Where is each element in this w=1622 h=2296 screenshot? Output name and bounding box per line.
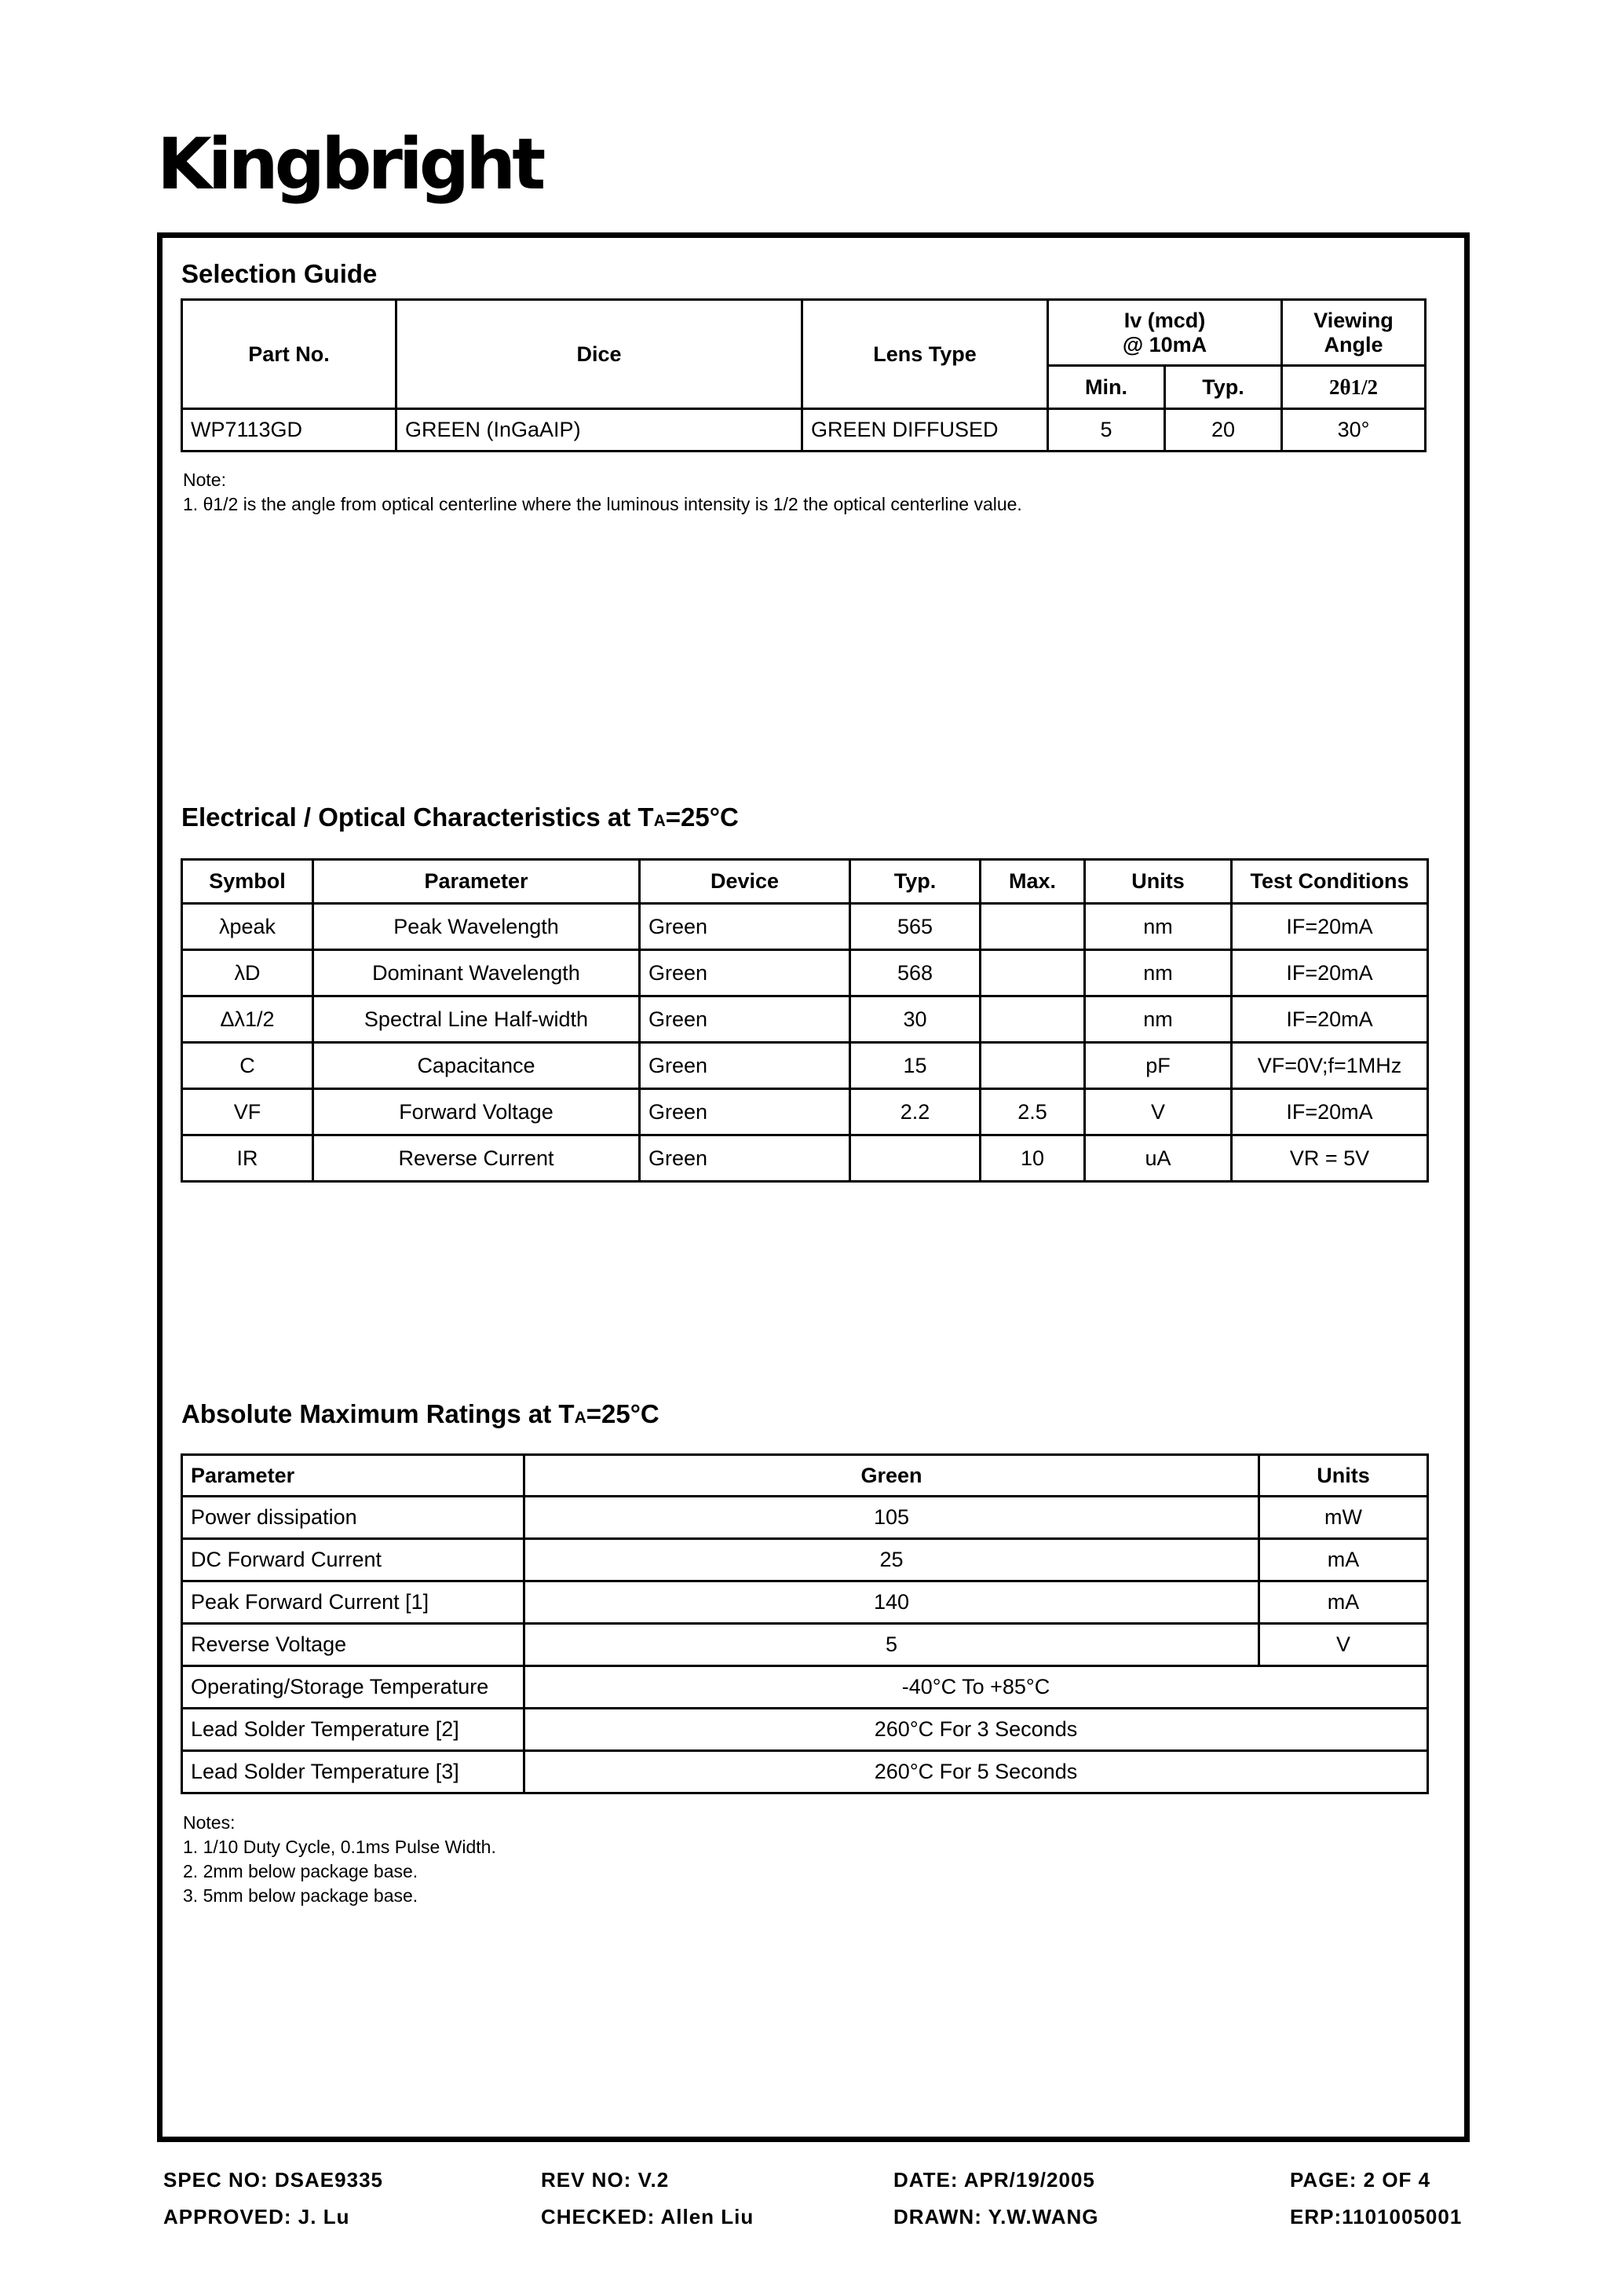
cell-typ: 20 bbox=[1165, 409, 1282, 452]
cell-max bbox=[981, 1043, 1085, 1089]
footer-erp: ERP:1101005001 bbox=[1290, 2205, 1463, 2228]
table-row bbox=[182, 1624, 1428, 1666]
cell-symbol: Δλ1/2 bbox=[182, 996, 313, 1043]
cell-units: mA bbox=[1259, 1539, 1428, 1581]
table-row bbox=[182, 1666, 1428, 1709]
table-row bbox=[182, 904, 1428, 950]
cell-min: 5 bbox=[1048, 409, 1165, 452]
header-theta: 2θ1/2 bbox=[1282, 366, 1426, 409]
cell-device: Green bbox=[640, 1089, 850, 1135]
cell-value: 260°C For 3 Seconds bbox=[524, 1709, 1428, 1751]
absolute-title-end: =25°C bbox=[586, 1399, 659, 1428]
cell-parameter: Power dissipation bbox=[182, 1497, 524, 1539]
cell-value: -40°C To +85°C bbox=[524, 1666, 1428, 1709]
cell-device: Green bbox=[640, 996, 850, 1043]
cell-parameter: Capacitance bbox=[313, 1043, 640, 1089]
cell-green: 5 bbox=[524, 1624, 1259, 1666]
cell-max: 10 bbox=[981, 1135, 1085, 1182]
footer-spec-no: SPEC NO: DSAE9335 bbox=[163, 2168, 383, 2192]
cell-part-no: WP7113GD bbox=[182, 409, 396, 452]
header-parameter: Parameter bbox=[182, 1455, 524, 1497]
footer-date: DATE: APR/19/2005 bbox=[893, 2168, 1095, 2192]
footer-page: PAGE: 2 OF 4 bbox=[1290, 2168, 1431, 2192]
cell-units: nm bbox=[1085, 904, 1232, 950]
header-parameter: Parameter bbox=[313, 860, 640, 904]
cell-units: V bbox=[1259, 1624, 1428, 1666]
cell-parameter: Peak Forward Current [1] bbox=[182, 1581, 524, 1624]
cell-condition: VR = 5V bbox=[1232, 1135, 1428, 1182]
selection-note bbox=[183, 468, 1022, 517]
cell-units: nm bbox=[1085, 996, 1232, 1043]
cell-symbol: λD bbox=[182, 950, 313, 996]
electrical-title-main: Electrical / Optical Characteristics at T bbox=[181, 803, 654, 832]
cell-condition: IF=20mA bbox=[1232, 1089, 1428, 1135]
cell-units: V bbox=[1085, 1089, 1232, 1135]
cell-green: 105 bbox=[524, 1497, 1259, 1539]
header-typ: Typ. bbox=[1165, 366, 1282, 409]
table-row bbox=[182, 950, 1428, 996]
cell-symbol: C bbox=[182, 1043, 313, 1089]
cell-max bbox=[981, 904, 1085, 950]
header-typ: Typ. bbox=[850, 860, 981, 904]
cell-device: Green bbox=[640, 1135, 850, 1182]
cell-symbol: IR bbox=[182, 1135, 313, 1182]
cell-green: 140 bbox=[524, 1581, 1259, 1624]
cell-typ bbox=[850, 1135, 981, 1182]
note-label: Note: bbox=[183, 470, 226, 490]
table-row bbox=[182, 1497, 1428, 1539]
electrical-title bbox=[181, 803, 739, 832]
cell-parameter: Lead Solder Temperature [3] bbox=[182, 1751, 524, 1793]
header-viewing-angle bbox=[1282, 300, 1426, 366]
cell-parameter: Peak Wavelength bbox=[313, 904, 640, 950]
cell-typ: 565 bbox=[850, 904, 981, 950]
absolute-title-main: Absolute Maximum Ratings at T bbox=[181, 1399, 575, 1428]
cell-symbol: λpeak bbox=[182, 904, 313, 950]
header-min: Min. bbox=[1048, 366, 1165, 409]
table-row bbox=[182, 1043, 1428, 1089]
header-lens-type: Lens Type bbox=[802, 300, 1048, 409]
cell-parameter: Reverse Voltage bbox=[182, 1624, 524, 1666]
footer-drawn: DRAWN: Y.W.WANG bbox=[893, 2205, 1099, 2228]
cell-parameter: Dominant Wavelength bbox=[313, 950, 640, 996]
cell-angle: 30° bbox=[1282, 409, 1426, 452]
cell-device: Green bbox=[640, 950, 850, 996]
table-row bbox=[182, 1751, 1428, 1793]
cell-condition: VF=0V;f=1MHz bbox=[1232, 1043, 1428, 1089]
table-row bbox=[182, 1089, 1428, 1135]
cell-units: nm bbox=[1085, 950, 1232, 996]
cell-dice: GREEN (InGaAIP) bbox=[396, 409, 802, 452]
cell-typ: 15 bbox=[850, 1043, 981, 1089]
cell-value: 260°C For 5 Seconds bbox=[524, 1751, 1428, 1793]
cell-typ: 568 bbox=[850, 950, 981, 996]
table-row bbox=[182, 996, 1428, 1043]
header-iv-line2: @ 10mA bbox=[1122, 332, 1207, 356]
cell-device: Green bbox=[640, 1043, 850, 1089]
cell-condition: IF=20mA bbox=[1232, 996, 1428, 1043]
cell-parameter: Lead Solder Temperature [2] bbox=[182, 1709, 524, 1751]
table-row bbox=[182, 1135, 1428, 1182]
notes-label: Notes: bbox=[183, 1812, 236, 1833]
absolute-ratings-table bbox=[181, 1453, 1429, 1794]
electrical-title-sub: A bbox=[653, 812, 666, 830]
selection-guide-table bbox=[181, 298, 1427, 452]
cell-units: pF bbox=[1085, 1043, 1232, 1089]
header-green: Green bbox=[524, 1455, 1259, 1497]
table-row bbox=[182, 1709, 1428, 1751]
cell-device: Green bbox=[640, 904, 850, 950]
header-iv bbox=[1048, 300, 1282, 366]
absolute-title-sub: A bbox=[574, 1409, 586, 1427]
cell-parameter: DC Forward Current bbox=[182, 1539, 524, 1581]
cell-typ: 30 bbox=[850, 996, 981, 1043]
absolute-notes bbox=[183, 1811, 496, 1908]
selection-guide-title: Selection Guide bbox=[181, 259, 378, 288]
cell-parameter: Forward Voltage bbox=[313, 1089, 640, 1135]
header-symbol: Symbol bbox=[182, 860, 313, 904]
cell-parameter: Reverse Current bbox=[313, 1135, 640, 1182]
note-1: 1. θ1/2 is the angle from optical centerline where the luminous intensity is 1/2 the optical centerline value. bbox=[183, 494, 1022, 514]
kingbright-logo: Kingbright bbox=[157, 123, 542, 206]
note-3: 3. 5mm below package base. bbox=[183, 1885, 418, 1906]
cell-max: 2.5 bbox=[981, 1089, 1085, 1135]
header-units: Units bbox=[1085, 860, 1232, 904]
note-1: 1. 1/10 Duty Cycle, 0.1ms Pulse Width. bbox=[183, 1837, 496, 1857]
cell-max bbox=[981, 950, 1085, 996]
table-row bbox=[182, 1539, 1428, 1581]
cell-units: mW bbox=[1259, 1497, 1428, 1539]
footer-rev-no: REV NO: V.2 bbox=[541, 2168, 670, 2192]
cell-condition: IF=20mA bbox=[1232, 950, 1428, 996]
note-2: 2. 2mm below package base. bbox=[183, 1861, 418, 1881]
header-units: Units bbox=[1259, 1455, 1428, 1497]
cell-units: mA bbox=[1259, 1581, 1428, 1624]
header-viewing-line1: Viewing bbox=[1313, 308, 1394, 332]
cell-typ: 2.2 bbox=[850, 1089, 981, 1135]
header-device: Device bbox=[640, 860, 850, 904]
header-iv-line1: Iv (mcd) bbox=[1123, 308, 1206, 332]
header-part-no: Part No. bbox=[182, 300, 396, 409]
cell-symbol: VF bbox=[182, 1089, 313, 1135]
header-max: Max. bbox=[981, 860, 1085, 904]
cell-parameter: Operating/Storage Temperature bbox=[182, 1666, 524, 1709]
cell-condition: IF=20mA bbox=[1232, 904, 1428, 950]
footer-checked: CHECKED: Allen Liu bbox=[541, 2205, 754, 2228]
cell-green: 25 bbox=[524, 1539, 1259, 1581]
electrical-title-end: =25°C bbox=[665, 803, 739, 832]
absolute-ratings-title bbox=[181, 1399, 659, 1429]
footer-approved: APPROVED: J. Lu bbox=[163, 2205, 350, 2228]
cell-max bbox=[981, 996, 1085, 1043]
cell-parameter: Spectral Line Half-width bbox=[313, 996, 640, 1043]
header-test-conditions: Test Conditions bbox=[1232, 860, 1428, 904]
cell-units: uA bbox=[1085, 1135, 1232, 1182]
electrical-table bbox=[181, 858, 1429, 1183]
table-row bbox=[182, 409, 1426, 452]
header-dice: Dice bbox=[396, 300, 802, 409]
cell-lens-type: GREEN DIFFUSED bbox=[802, 409, 1048, 452]
table-row bbox=[182, 1581, 1428, 1624]
datasheet-frame bbox=[157, 232, 1470, 2142]
header-viewing-line2: Angle bbox=[1324, 332, 1383, 356]
